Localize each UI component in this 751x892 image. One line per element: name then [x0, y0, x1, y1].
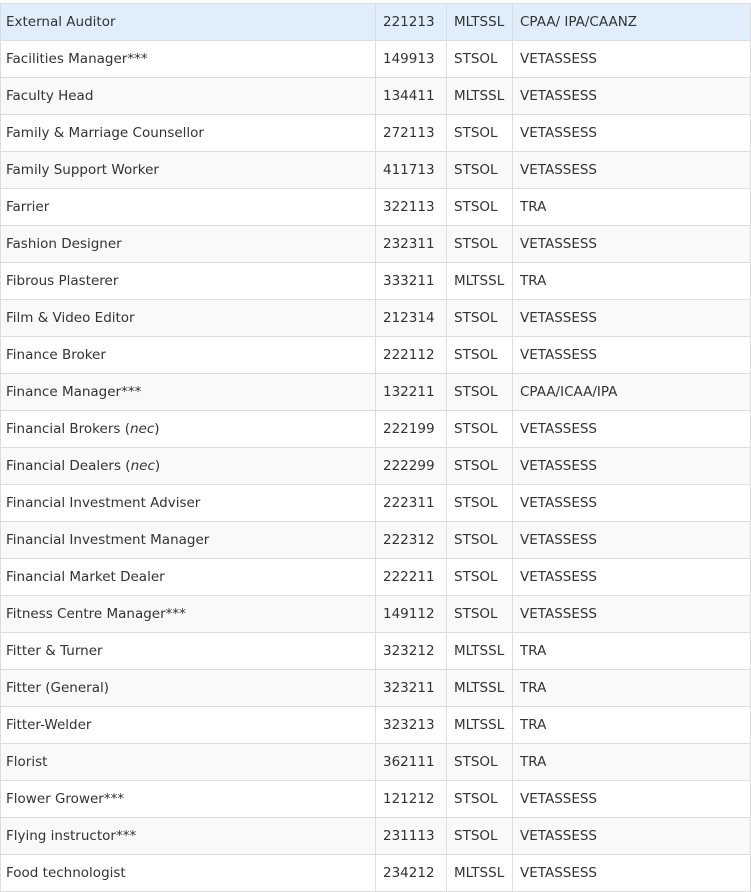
occupation-cell: [1, 337, 376, 374]
skill-list-cell: STSOL: [447, 448, 513, 485]
table-row: [1, 226, 751, 263]
occupation-cell: [1, 152, 376, 189]
table-row: [1, 633, 751, 670]
assessing-authority-cell: VETASSESS: [513, 41, 751, 78]
assessing-authority-cell: VETASSESS: [513, 300, 751, 337]
anzsco-code-cell: 222199: [376, 411, 447, 448]
occupation-name: Flower Grower***: [6, 791, 125, 807]
anzsco-code-cell: 212314: [376, 300, 447, 337]
occupation-cell: [1, 300, 376, 337]
table-row: [1, 263, 751, 300]
occupation-cell: [1, 522, 376, 559]
occupation-name: Family & Marriage Counsellor: [6, 125, 204, 141]
table-row: [1, 152, 751, 189]
skill-list-cell: STSOL: [447, 596, 513, 633]
occupation-name: Faculty Head: [6, 88, 94, 104]
skill-list-cell: MLTSSL: [447, 263, 513, 300]
skill-list-cell: STSOL: [447, 411, 513, 448]
table-row: [1, 559, 751, 596]
anzsco-code-cell: 222112: [376, 337, 447, 374]
table-row: [1, 189, 751, 226]
assessing-authority-cell: VETASSESS: [513, 559, 751, 596]
anzsco-code-cell: 149913: [376, 41, 447, 78]
occupation-note: nec: [130, 458, 155, 474]
assessing-authority-cell: VETASSESS: [513, 115, 751, 152]
skill-list-cell: STSOL: [447, 337, 513, 374]
skill-list-cell: STSOL: [447, 152, 513, 189]
skill-list-cell: MLTSSL: [447, 707, 513, 744]
skill-list-cell: MLTSSL: [447, 855, 513, 892]
occupation-note-close: ): [154, 421, 160, 437]
occupation-cell: [1, 263, 376, 300]
occupation-cell: [1, 633, 376, 670]
occupation-table-body: [1, 4, 751, 892]
table-row: [1, 78, 751, 115]
occupation-cell: [1, 744, 376, 781]
anzsco-code-cell: 232311: [376, 226, 447, 263]
skill-list-cell: STSOL: [447, 300, 513, 337]
skill-list-cell: MLTSSL: [447, 78, 513, 115]
table-row: [1, 855, 751, 892]
occupation-name: Financial Market Dealer: [6, 569, 165, 585]
occupation-cell: [1, 448, 376, 485]
occupation-name: Fashion Designer: [6, 236, 122, 252]
occupation-name: Film & Video Editor: [6, 310, 135, 326]
table-row: [1, 485, 751, 522]
table-row: [1, 707, 751, 744]
assessing-authority-cell: VETASSESS: [513, 485, 751, 522]
skill-list-cell: STSOL: [447, 522, 513, 559]
occupation-cell: [1, 226, 376, 263]
occupation-cell: [1, 41, 376, 78]
skill-list-cell: MLTSSL: [447, 670, 513, 707]
assessing-authority-cell: CPAA/ICAA/IPA: [513, 374, 751, 411]
occupation-name: Facilities Manager***: [6, 51, 148, 67]
anzsco-code-cell: 323211: [376, 670, 447, 707]
occupation-name: Finance Broker: [6, 347, 106, 363]
table-row: [1, 522, 751, 559]
occupation-name: Financial Brokers (: [6, 421, 130, 437]
table-row: [1, 670, 751, 707]
table-row: [1, 115, 751, 152]
anzsco-code-cell: 149112: [376, 596, 447, 633]
skill-list-cell: STSOL: [447, 374, 513, 411]
occupation-cell: [1, 4, 376, 41]
assessing-authority-cell: CPAA/ IPA/CAANZ: [513, 4, 751, 41]
anzsco-code-cell: 121212: [376, 781, 447, 818]
skill-list-cell: STSOL: [447, 115, 513, 152]
assessing-authority-cell: VETASSESS: [513, 152, 751, 189]
occupation-cell: [1, 855, 376, 892]
anzsco-code-cell: 272113: [376, 115, 447, 152]
occupation-cell: [1, 485, 376, 522]
occupation-cell: [1, 670, 376, 707]
anzsco-code-cell: 132211: [376, 374, 447, 411]
occupation-cell: [1, 596, 376, 633]
skill-list-cell: STSOL: [447, 485, 513, 522]
skill-list-cell: STSOL: [447, 559, 513, 596]
anzsco-code-cell: 231113: [376, 818, 447, 855]
skill-list-cell: STSOL: [447, 226, 513, 263]
occupation-name: Financial Investment Manager: [6, 532, 210, 548]
occupation-name: Food technologist: [6, 865, 126, 881]
occupation-cell: [1, 374, 376, 411]
occupation-name: Fitter (General): [6, 680, 110, 696]
occupation-cell: [1, 781, 376, 818]
occupation-cell: [1, 818, 376, 855]
assessing-authority-cell: VETASSESS: [513, 78, 751, 115]
assessing-authority-cell: TRA: [513, 744, 751, 781]
table-row: [1, 596, 751, 633]
anzsco-code-cell: 221213: [376, 4, 447, 41]
assessing-authority-cell: TRA: [513, 670, 751, 707]
skill-list-cell: STSOL: [447, 818, 513, 855]
skill-list-cell: STSOL: [447, 744, 513, 781]
assessing-authority-cell: VETASSESS: [513, 337, 751, 374]
occupation-name: Family Support Worker: [6, 162, 159, 178]
occupation-name: Florist: [6, 754, 48, 770]
table-row: [1, 781, 751, 818]
occupation-name: Finance Manager***: [6, 384, 142, 400]
occupation-cell: [1, 189, 376, 226]
table-row: [1, 744, 751, 781]
occupation-name: Fitter & Turner: [6, 643, 103, 659]
table-row: [1, 300, 751, 337]
anzsco-code-cell: 333211: [376, 263, 447, 300]
occupation-table-container: [0, 3, 750, 892]
occupation-cell: [1, 559, 376, 596]
table-row: [1, 411, 751, 448]
occupation-name: External Auditor: [6, 14, 116, 30]
skill-list-cell: STSOL: [447, 781, 513, 818]
table-row: [1, 4, 751, 41]
occupation-cell: [1, 115, 376, 152]
occupation-name: Fibrous Plasterer: [6, 273, 119, 289]
assessing-authority-cell: VETASSESS: [513, 226, 751, 263]
anzsco-code-cell: 411713: [376, 152, 447, 189]
anzsco-code-cell: 362111: [376, 744, 447, 781]
occupation-name: Flying instructor***: [6, 828, 137, 844]
assessing-authority-cell: TRA: [513, 263, 751, 300]
occupation-name: Fitness Centre Manager***: [6, 606, 186, 622]
assessing-authority-cell: VETASSESS: [513, 855, 751, 892]
skill-list-cell: MLTSSL: [447, 633, 513, 670]
skill-list-cell: STSOL: [447, 41, 513, 78]
occupation-note: nec: [129, 421, 155, 437]
assessing-authority-cell: VETASSESS: [513, 781, 751, 818]
table-row: [1, 818, 751, 855]
anzsco-code-cell: 222312: [376, 522, 447, 559]
anzsco-code-cell: 222211: [376, 559, 447, 596]
assessing-authority-cell: VETASSESS: [513, 596, 751, 633]
skill-list-cell: MLTSSL: [447, 4, 513, 41]
anzsco-code-cell: 222311: [376, 485, 447, 522]
table-row: [1, 41, 751, 78]
assessing-authority-cell: VETASSESS: [513, 411, 751, 448]
assessing-authority-cell: VETASSESS: [513, 522, 751, 559]
anzsco-code-cell: 234212: [376, 855, 447, 892]
occupation-name: Financial Dealers (: [6, 458, 131, 474]
assessing-authority-cell: TRA: [513, 189, 751, 226]
table-row: [1, 374, 751, 411]
occupation-cell: [1, 411, 376, 448]
anzsco-code-cell: 134411: [376, 78, 447, 115]
occupation-name: Financial Investment Adviser: [6, 495, 201, 511]
occupation-name: Farrier: [6, 199, 50, 215]
assessing-authority-cell: VETASSESS: [513, 818, 751, 855]
occupation-cell: [1, 707, 376, 744]
skill-list-cell: STSOL: [447, 189, 513, 226]
anzsco-code-cell: 323213: [376, 707, 447, 744]
occupation-note-close: ): [154, 458, 161, 474]
occupation-cell: [1, 78, 376, 115]
anzsco-code-cell: 222299: [376, 448, 447, 485]
occupation-name: Fitter-Welder: [6, 717, 92, 733]
anzsco-code-cell: 322113: [376, 189, 447, 226]
assessing-authority-cell: TRA: [513, 707, 751, 744]
table-row: [1, 337, 751, 374]
assessing-authority-cell: VETASSESS: [513, 448, 751, 485]
occupation-table: [0, 3, 751, 892]
assessing-authority-cell: TRA: [513, 633, 751, 670]
anzsco-code-cell: 323212: [376, 633, 447, 670]
table-row: [1, 448, 751, 485]
